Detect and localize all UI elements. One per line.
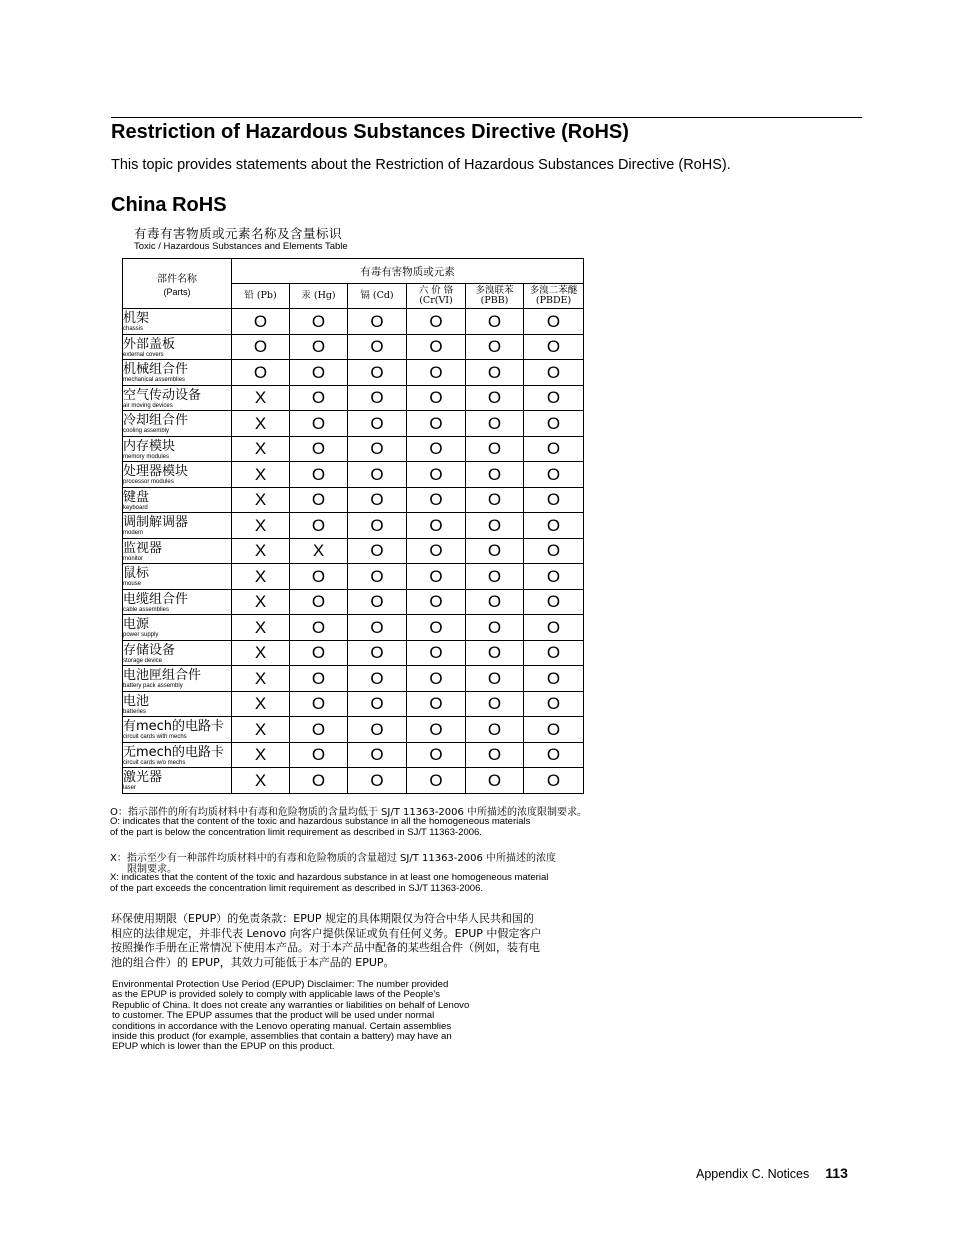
- substance-mark: O: [524, 717, 584, 743]
- table-row: [123, 385, 584, 411]
- part-cell: [123, 717, 232, 743]
- substance-mark: O: [290, 385, 348, 411]
- part-cell: [123, 360, 232, 386]
- table-caption-en: Toxic / Hazardous Substances and Elements Table: [134, 241, 348, 252]
- substance-mark: O: [407, 513, 466, 539]
- table-row: [123, 742, 584, 768]
- substance-mark: O: [348, 462, 407, 488]
- part-name-en: circuit cards with mechs: [123, 734, 187, 740]
- substance-mark: O: [466, 589, 524, 615]
- substance-mark: O: [232, 360, 290, 386]
- substance-header: [524, 284, 584, 309]
- epup-en-line: EPUP which is lower than the EPUP on this product.: [112, 1041, 335, 1053]
- table-body: [123, 309, 584, 794]
- substance-mark: O: [290, 768, 348, 794]
- o-note-en-2: of the part is below the concentration limit requirement as described in SJ/T 11363-2006.: [110, 827, 482, 838]
- part-name-en: batteries: [123, 708, 147, 715]
- substance-mark: O: [524, 436, 584, 462]
- substance-mark: O: [407, 768, 466, 794]
- part-name-zh: 外部盖板: [123, 336, 176, 352]
- table-row: [123, 768, 584, 794]
- substance-mark: O: [348, 411, 407, 437]
- substance-mark: X: [232, 564, 290, 590]
- substance-mark: O: [466, 640, 524, 666]
- table-row: [123, 411, 584, 437]
- substance-mark: O: [524, 666, 584, 692]
- part-cell: [123, 513, 232, 539]
- epup-en-line: as the EPUP is provided solely to comply with applicable laws of the People's: [112, 989, 441, 1001]
- substance-mark: X: [232, 640, 290, 666]
- table-row: [123, 564, 584, 590]
- substance-mark: O: [407, 538, 466, 564]
- part-name-en: monitor: [123, 555, 144, 562]
- substance-mark: X: [232, 538, 290, 564]
- substance-mark: O: [232, 309, 290, 335]
- substance-mark: O: [466, 513, 524, 539]
- page-footer: [696, 1165, 848, 1181]
- substance-header-line: 多溴联苯: [475, 285, 514, 296]
- epup-disclaimer-en: [112, 980, 469, 1053]
- part-cell: [123, 691, 232, 717]
- part-name-zh: 有mech的电路卡: [123, 719, 225, 734]
- part-name-en: external covers: [123, 351, 164, 358]
- substance-mark: O: [348, 538, 407, 564]
- table-row: [123, 360, 584, 386]
- epup-zh-line: 按照操作手册在正常情况下使用本产品。对于本产品中配备的某些组合件（例如，装有电: [111, 941, 540, 954]
- substance-mark: O: [290, 436, 348, 462]
- substance-mark: O: [524, 768, 584, 794]
- substance-mark: O: [524, 742, 584, 768]
- substance-mark: O: [348, 691, 407, 717]
- part-name-zh: 空气传动设备: [123, 387, 202, 403]
- substance-mark: X: [232, 768, 290, 794]
- substance-mark: X: [232, 411, 290, 437]
- substance-mark: O: [348, 487, 407, 513]
- part-name-en: chassis: [123, 326, 144, 332]
- substance-mark: O: [466, 462, 524, 488]
- table-row: [123, 309, 584, 335]
- part-name-en: air moving devices: [123, 402, 173, 409]
- substance-header-line: 镉 (Cd): [360, 290, 394, 301]
- section-heading: China RoHS: [111, 194, 227, 216]
- epup-en-line: Republic of China. It does not create any warranties or liabilities on behalf of Lenovo: [112, 999, 470, 1011]
- substance-mark: O: [524, 411, 584, 437]
- substance-header-line: 六 价 铬: [418, 285, 454, 296]
- part-cell: [123, 309, 232, 335]
- part-name-en: circuit cards w/o mechs: [123, 759, 186, 766]
- part-name-zh: 监视器: [123, 540, 163, 556]
- substance-mark: O: [290, 666, 348, 692]
- substance-mark: O: [407, 334, 466, 360]
- part-name-zh: 鼠标: [123, 566, 150, 581]
- part-name-zh: 机械组合件: [123, 362, 189, 377]
- substance-mark: O: [348, 640, 407, 666]
- part-name-en: memory modules: [123, 453, 170, 460]
- part-name-zh: 内存模块: [123, 438, 176, 454]
- substance-mark: O: [290, 334, 348, 360]
- substance-mark: X: [232, 462, 290, 488]
- table-header-row: [123, 259, 584, 284]
- substance-mark: O: [348, 564, 407, 590]
- substance-mark: O: [407, 385, 466, 411]
- epup-en-line: conditions in accordance with the Lenovo operating manual. Certain assemblies: [112, 1020, 452, 1032]
- part-cell: [123, 538, 232, 564]
- substance-mark: O: [348, 589, 407, 615]
- table-row: [123, 436, 584, 462]
- part-name-en: power supply: [123, 632, 159, 638]
- substance-mark: O: [407, 462, 466, 488]
- substance-mark: O: [524, 487, 584, 513]
- part-cell: [123, 385, 232, 411]
- part-name-zh: 存储设备: [123, 642, 176, 658]
- part-cell: [123, 640, 232, 666]
- substance-mark: O: [466, 564, 524, 590]
- substance-mark: O: [524, 462, 584, 488]
- part-name-en: laser: [123, 785, 137, 791]
- parts-header: [123, 259, 232, 309]
- substance-mark: O: [466, 538, 524, 564]
- substance-mark: O: [290, 411, 348, 437]
- part-name-en: cooling assembly: [123, 428, 170, 434]
- x-note-zh-2: 限制要求。: [127, 864, 177, 875]
- o-note-zh: O：指示部件的所有均质材料中有毒和危险物质的含量均低于 SJ/T 11363-2006 中所描述的浓度限制要求。: [110, 807, 588, 818]
- substance-mark: O: [466, 666, 524, 692]
- substance-header: [290, 284, 348, 309]
- substance-mark: O: [348, 513, 407, 539]
- substance-mark: X: [290, 538, 348, 564]
- substance-mark: O: [407, 411, 466, 437]
- substance-mark: O: [466, 487, 524, 513]
- substance-mark: O: [290, 691, 348, 717]
- epup-disclaimer-zh: [111, 912, 541, 970]
- part-name-en: storage device: [123, 657, 163, 664]
- substance-mark: O: [407, 360, 466, 386]
- part-name-en: battery pack assembly: [123, 683, 183, 689]
- substance-header: [232, 284, 290, 309]
- epup-en-line: inside this product (for example, assemblies that contain a battery) may have an: [112, 1031, 452, 1043]
- part-cell: [123, 768, 232, 794]
- substance-header-line: (Cr(VI): [419, 295, 453, 306]
- substance-mark: O: [524, 615, 584, 641]
- part-name-en: modem: [123, 530, 144, 536]
- table-row: [123, 513, 584, 539]
- substance-mark: O: [466, 436, 524, 462]
- substance-mark: X: [232, 666, 290, 692]
- substance-mark: O: [290, 589, 348, 615]
- substance-mark: O: [524, 564, 584, 590]
- substance-mark: X: [232, 589, 290, 615]
- substance-mark: O: [290, 564, 348, 590]
- substance-mark: X: [232, 513, 290, 539]
- epup-zh-line: 环保使用期限（EPUP）的免责条款：EPUP 规定的具体期限仅为符合中华人民共和国的: [111, 912, 535, 925]
- substance-mark: O: [407, 615, 466, 641]
- substance-mark: O: [348, 436, 407, 462]
- part-cell: [123, 436, 232, 462]
- table-row: [123, 487, 584, 513]
- substance-mark: O: [290, 717, 348, 743]
- substance-mark: O: [290, 487, 348, 513]
- epup-zh-line: 相应的法律规定，并非代表 Lenovo 向客户提供保证或负有任何义务。EPUP 中假定客户: [111, 926, 542, 940]
- substance-mark: O: [407, 640, 466, 666]
- table-caption-zh: 有毒有害物质或元素名称及含量标识: [134, 226, 343, 241]
- substance-mark: O: [348, 360, 407, 386]
- substance-header-line: (PBB): [480, 295, 509, 306]
- page-number: 113: [825, 1165, 848, 1181]
- substance-mark: O: [524, 691, 584, 717]
- substance-mark: O: [466, 615, 524, 641]
- part-name-zh: 电池: [123, 693, 150, 709]
- substance-mark: O: [466, 309, 524, 335]
- part-name-zh: 无mech的电路卡: [123, 744, 225, 760]
- part-name-zh: 处理器模块: [123, 464, 189, 479]
- table-row: [123, 640, 584, 666]
- substance-mark: O: [466, 691, 524, 717]
- part-cell: [123, 615, 232, 641]
- part-name-zh: 键盘: [123, 489, 150, 505]
- substance-mark: O: [290, 462, 348, 488]
- substance-mark: O: [466, 768, 524, 794]
- part-name-zh: 电源: [123, 617, 150, 632]
- part-name-zh: 冷却组合件: [123, 413, 189, 428]
- substance-mark: O: [290, 309, 348, 335]
- substance-mark: O: [290, 640, 348, 666]
- substance-mark: O: [466, 385, 524, 411]
- rohs-table: [122, 258, 584, 794]
- table-row: [123, 334, 584, 360]
- substance-mark: O: [290, 360, 348, 386]
- part-name-zh: 电缆组合件: [123, 591, 189, 607]
- substance-mark: O: [466, 717, 524, 743]
- part-cell: [123, 411, 232, 437]
- substance-mark: O: [466, 742, 524, 768]
- table-row: [123, 691, 584, 717]
- substance-mark: O: [524, 538, 584, 564]
- substance-header: [466, 284, 524, 309]
- substance-header: [407, 284, 466, 309]
- substance-mark: O: [524, 589, 584, 615]
- substance-mark: O: [232, 334, 290, 360]
- substance-mark: O: [348, 309, 407, 335]
- footer-section: Appendix C. Notices: [696, 1167, 810, 1181]
- top-rule: [111, 117, 862, 118]
- substance-mark: X: [232, 436, 290, 462]
- part-cell: [123, 742, 232, 768]
- table-row: [123, 589, 584, 615]
- substance-mark: O: [524, 334, 584, 360]
- substance-mark: O: [466, 360, 524, 386]
- part-name-en: mechanical assemblies: [123, 377, 186, 383]
- substances-group-header: 有毒有害物质或元素: [232, 259, 584, 284]
- table-row: [123, 462, 584, 488]
- substance-mark: O: [466, 334, 524, 360]
- substance-mark: X: [232, 615, 290, 641]
- x-note-en-1: X: indicates that the content of the toxic and hazardous substance in at least one homogeneous material: [110, 872, 549, 883]
- part-cell: [123, 462, 232, 488]
- parts-header-en: (Parts): [163, 287, 191, 297]
- part-name-zh: 调制解调器: [123, 515, 189, 530]
- substance-mark: X: [232, 691, 290, 717]
- substance-mark: O: [407, 691, 466, 717]
- substance-mark: O: [290, 513, 348, 539]
- substance-mark: O: [407, 742, 466, 768]
- substance-mark: O: [407, 589, 466, 615]
- part-name-zh: 电池匣组合件: [123, 668, 202, 683]
- substance-mark: O: [524, 513, 584, 539]
- substance-mark: O: [407, 717, 466, 743]
- substance-mark: X: [232, 742, 290, 768]
- substance-mark: O: [348, 334, 407, 360]
- table-row: [123, 666, 584, 692]
- epup-zh-line: 池的组合件）的 EPUP，其效力可能低于本产品的 EPUP。: [111, 955, 395, 969]
- substance-header-line: (PBDE): [535, 295, 572, 306]
- substance-mark: O: [407, 666, 466, 692]
- part-name-en: keyboard: [123, 504, 148, 511]
- part-name-en: cable assemblies: [123, 606, 170, 613]
- part-name-en: processor modules: [123, 479, 174, 485]
- table-row: [123, 538, 584, 564]
- substance-mark: O: [524, 385, 584, 411]
- substance-mark: O: [348, 717, 407, 743]
- substance-mark: O: [348, 742, 407, 768]
- table-row: [123, 615, 584, 641]
- substance-mark: O: [348, 666, 407, 692]
- substance-mark: X: [232, 487, 290, 513]
- substance-mark: O: [407, 487, 466, 513]
- part-cell: [123, 334, 232, 360]
- x-note-en-2: of the part exceeds the concentration limit requirement as described in SJ/T 11363-2006.: [110, 883, 484, 894]
- substance-mark: X: [232, 717, 290, 743]
- epup-en-line: to customer. The EPUP assumes that the product will be used under normal: [112, 1010, 435, 1022]
- o-note-en-1: O: indicates that the content of the toxic and hazardous substance in all the homogeneous materials: [110, 816, 531, 827]
- substance-mark: O: [407, 436, 466, 462]
- epup-en-line: Environmental Protection Use Period (EPUP) Disclaimer: The number provided: [112, 979, 449, 990]
- part-cell: [123, 564, 232, 590]
- table-row: [123, 717, 584, 743]
- substance-header-line: 铅 (Pb): [244, 290, 277, 301]
- substance-mark: O: [524, 309, 584, 335]
- substance-mark: O: [407, 309, 466, 335]
- substance-header: [348, 284, 407, 309]
- substance-mark: O: [348, 768, 407, 794]
- page-heading: Restriction of Hazardous Substances Directive (RoHS): [111, 121, 629, 143]
- part-name-zh: 激光器: [123, 770, 163, 785]
- part-cell: [123, 666, 232, 692]
- x-note-zh-1: X：指示至少有一种部件均质材料中的有毒和危险物质的含量超过 SJ/T 11363-2006 中所描述的浓度: [110, 853, 557, 864]
- parts-header-zh: 部件名称: [157, 274, 197, 285]
- part-cell: [123, 589, 232, 615]
- intro-paragraph: This topic provides statements about the Restriction of Hazardous Substances Directive (RoHS).: [111, 157, 731, 173]
- part-cell: [123, 487, 232, 513]
- substance-mark: O: [348, 615, 407, 641]
- substance-header-line: 汞 (Hg): [301, 290, 336, 301]
- substance-mark: O: [290, 615, 348, 641]
- part-name-zh: 机架: [123, 311, 150, 326]
- substance-mark: O: [466, 411, 524, 437]
- substance-mark: X: [232, 385, 290, 411]
- substance-header-line: 多溴二苯醚: [529, 285, 578, 296]
- substance-mark: O: [407, 564, 466, 590]
- substance-mark: O: [290, 742, 348, 768]
- substance-mark: O: [524, 640, 584, 666]
- part-name-en: mouse: [123, 581, 142, 587]
- substance-mark: O: [524, 360, 584, 386]
- substance-mark: O: [348, 385, 407, 411]
